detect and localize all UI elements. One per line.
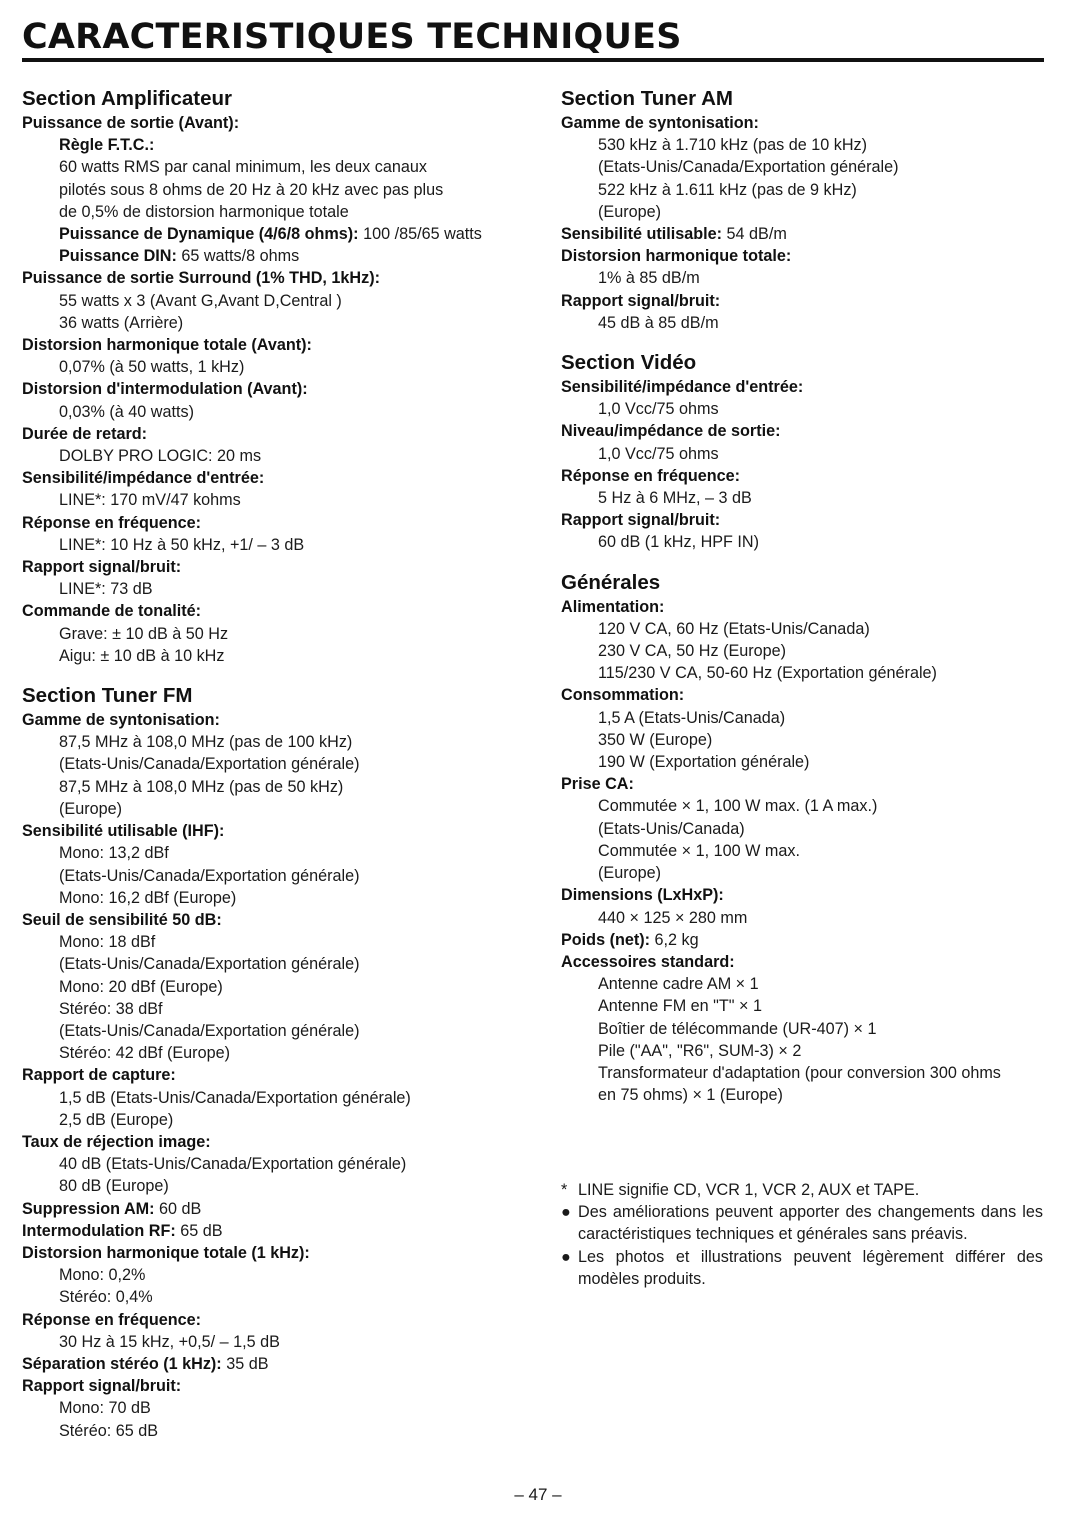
spec-value-line: (Etats-Unis/Canada/Exportation générale) (59, 1021, 360, 1040)
spec-label-line (22, 709, 537, 731)
spec-value-line: 0,07% (à 50 watts, 1 kHz) (59, 358, 245, 377)
spec-label: Réponse en fréquence: (561, 466, 741, 485)
bullet-icon: ● (561, 1247, 571, 1266)
spec-label: Rapport signal/bruit: (22, 558, 182, 577)
spec-value-line: (Etats-Unis/Canada/Exportation générale) (59, 755, 360, 774)
spec-item (22, 423, 537, 467)
spec-item (22, 1353, 537, 1375)
spec-value-line: 60 dB (1 kHz, HPF IN) (598, 533, 760, 552)
spec-value-line: Aigu: ± 10 dB à 10 kHz (59, 646, 225, 665)
spec-label: Gamme de syntonisation: (561, 114, 759, 132)
spec-item (22, 112, 537, 134)
spec-item (22, 378, 537, 422)
spec-label-line (22, 1375, 537, 1397)
spec-value-line: (Etats-Unis/Canada/Exportation générale) (598, 158, 899, 177)
spec-label-line (22, 909, 537, 931)
spec-value-line: Grave: ± 10 dB à 50 Hz (59, 624, 229, 643)
spec-value-line: Mono: 13,2 dBf (59, 844, 169, 863)
spec-label: Commande de tonalité: (22, 602, 201, 621)
spec-item (22, 334, 537, 378)
spec-value-line: 40 dB (Etats-Unis/Canada/Exportation générale) (59, 1155, 407, 1174)
spec-value-line: 87,5 MHz à 108,0 MHz (pas de 50 kHz) (59, 777, 344, 796)
spec-value-line: 60 watts RMS par canal minimum, les deux canaux (59, 158, 427, 177)
spec-item (22, 467, 537, 511)
spec-item (22, 245, 537, 267)
spec-item (561, 223, 1051, 245)
spec-item (561, 112, 1051, 223)
spec-value-line: Transformateur d'adaptation (pour conversion 300 ohms (598, 1063, 1001, 1082)
title-rule (22, 58, 1044, 62)
spec-label: Distorsion harmonique totale: (561, 247, 792, 266)
spec-value-line: Boîtier de télécommande (UR-407) × 1 (598, 1019, 877, 1038)
spec-value-line: 190 W (Exportation générale) (598, 753, 810, 772)
spec-item (561, 245, 1051, 289)
spec-label-line (561, 376, 1051, 398)
spec-label-line (561, 509, 1051, 531)
spec-label: Rapport de capture: (22, 1066, 176, 1085)
spec-label: Sensibilité/impédance d'entrée: (22, 469, 265, 488)
spec-item (561, 884, 1051, 928)
spec-value-line: 80 dB (Europe) (59, 1177, 169, 1196)
spec-item (561, 465, 1051, 509)
spec-label-line (561, 420, 1051, 442)
spec-value: 60 dB (154, 1199, 202, 1218)
spec-label-line (561, 684, 1051, 706)
spec-label: Taux de réjection image: (22, 1132, 211, 1151)
spec-label-line (561, 245, 1051, 267)
footnote-text: Des améliorations peuvent apporter des changements dans les caractéristiques techniques et générales sans préavis. (578, 1203, 1043, 1244)
spec-label-line (22, 334, 537, 356)
spec-value-line: Pile ("AA", "R6", SUM-3) × 2 (598, 1041, 802, 1060)
right-column (561, 86, 1051, 1116)
spec-label: Règle F.T.C.: (59, 136, 155, 155)
spec-value-line: 1,0 Vcc/75 ohms (598, 444, 719, 463)
section-title: Section Tuner FM (22, 684, 193, 708)
spec-value-line: 230 V CA, 50 Hz (Europe) (598, 642, 787, 661)
spec-label-line (22, 245, 537, 267)
spec-value-line: Mono: 70 dB (59, 1399, 151, 1418)
spec-label: Durée de retard: (22, 424, 148, 443)
spec-label-line (22, 378, 537, 400)
spec-label: Puissance de sortie (Avant): (22, 114, 240, 132)
spec-value-line: 45 dB à 85 dB/m (598, 313, 719, 332)
spec-label: Accessoires standard: (561, 952, 735, 971)
spec-label-line (22, 1220, 537, 1242)
spec-label: Consommation: (561, 686, 685, 705)
section-title: Générales (561, 570, 661, 594)
spec-item (22, 1220, 537, 1242)
footnotes (561, 1179, 1043, 1290)
spec-value-line: 1% à 85 dB/m (598, 269, 700, 288)
spec-item (561, 929, 1051, 951)
spec-item (561, 951, 1051, 1106)
footnote (561, 1201, 1043, 1245)
spec-label: Puissance de sortie Surround (1% THD, 1kHz): (22, 269, 380, 288)
spec-label: Sensibilité utilisable (IHF): (22, 822, 225, 841)
spec-label: Gamme de syntonisation: (22, 711, 220, 730)
spec-value-line: Commutée × 1, 100 W max. (598, 841, 800, 860)
spec-value-line: Stéréo: 42 dBf (Europe) (59, 1044, 230, 1063)
spec-value-line: Mono: 20 dBf (Europe) (59, 977, 223, 996)
spec-label: Sensibilité/impédance d'entrée: (561, 378, 804, 397)
spec-value-line: pilotés sous 8 ohms de 20 Hz à 20 kHz avec pas plus (59, 180, 444, 199)
spec-label-line (561, 773, 1051, 795)
spec-value-line: 55 watts x 3 (Avant G,Avant D,Central ) (59, 291, 342, 310)
spec-value: 35 dB (221, 1354, 269, 1373)
spec-item (22, 223, 537, 245)
spec-value-line: 1,0 Vcc/75 ohms (598, 400, 719, 419)
spec-item (561, 509, 1051, 553)
spec-value-line: Stéréo: 65 dB (59, 1421, 158, 1440)
spec-item (22, 909, 537, 1064)
spec-value-line: 522 kHz à 1.611 kHz (pas de 9 kHz) (598, 180, 857, 199)
spec-value-line: 440 × 125 × 280 mm (598, 908, 748, 927)
footnote (561, 1179, 1043, 1201)
spec-item (22, 600, 537, 667)
spec-value-line: 0,03% (à 40 watts) (59, 402, 194, 421)
spec-item (22, 556, 537, 600)
spec-section (22, 683, 537, 1442)
left-column (22, 86, 537, 1452)
spec-value: 6,2 kg (650, 930, 699, 949)
spec-label-line (22, 223, 537, 245)
spec-value-line: 30 Hz à 15 kHz, +0,5/ – 1,5 dB (59, 1332, 280, 1351)
asterisk-icon: * (561, 1181, 568, 1199)
spec-value-line: (Europe) (598, 864, 661, 883)
spec-label-line (22, 1064, 537, 1086)
page-title: CARACTERISTIQUES TECHNIQUES (22, 17, 682, 57)
spec-label-line (22, 1131, 537, 1153)
spec-value-line: 530 kHz à 1.710 kHz (pas de 10 kHz) (598, 136, 868, 155)
spec-value-line: 1,5 A (Etats-Unis/Canada) (598, 708, 786, 727)
spec-value-line: 120 V CA, 60 Hz (Etats-Unis/Canada) (598, 619, 870, 638)
spec-value-line: Stéréo: 0,4% (59, 1288, 153, 1307)
spec-value-line: DOLBY PRO LOGIC: 20 ms (59, 447, 262, 466)
spec-value: 65 dB (175, 1221, 223, 1240)
spec-item (22, 1131, 537, 1198)
spec-label-line (22, 600, 537, 622)
spec-label: Réponse en fréquence: (22, 1310, 202, 1329)
spec-label: Rapport signal/bruit: (561, 291, 721, 310)
spec-label: Distorsion harmonique totale (Avant): (22, 336, 312, 355)
spec-label-line (561, 290, 1051, 312)
spec-item (22, 1242, 537, 1309)
footnote-text: LINE signifie CD, VCR 1, VCR 2, AUX et TAPE. (578, 1181, 920, 1199)
spec-label-line (22, 1198, 537, 1220)
spec-item (22, 709, 537, 820)
spec-value: 65 watts/8 ohms (176, 247, 300, 266)
spec-label-line (22, 820, 537, 842)
spec-section (22, 86, 537, 667)
spec-label-line (22, 134, 537, 156)
section-title: Section Vidéo (561, 351, 697, 375)
spec-label: Intermodulation RF: (22, 1221, 176, 1240)
spec-item (561, 420, 1051, 464)
spec-label: Seuil de sensibilité 50 dB: (22, 910, 222, 929)
spec-label: Suppression AM: (22, 1199, 155, 1218)
footnote (561, 1246, 1043, 1290)
spec-item (561, 596, 1051, 685)
spec-label: Rapport signal/bruit: (22, 1377, 182, 1396)
section-title: Section Amplificateur (22, 87, 232, 110)
spec-value-line: de 0,5% de distorsion harmonique totale (59, 202, 349, 221)
spec-label-line (561, 929, 1051, 951)
spec-value-line: 2,5 dB (Europe) (59, 1110, 174, 1129)
spec-value-line: Commutée × 1, 100 W max. (1 A max.) (598, 797, 878, 816)
spec-label: Puissance de Dynamique (4/6/8 ohms): (59, 225, 359, 244)
page-number: – 47 – (514, 1485, 562, 1504)
spec-value-line: 1,5 dB (Etats-Unis/Canada/Exportation générale) (59, 1088, 411, 1107)
spec-label: Sensibilité utilisable: (561, 225, 723, 244)
spec-label: Alimentation: (561, 597, 665, 616)
spec-value-line: LINE*: 170 mV/47 kohms (59, 491, 241, 510)
spec-item (22, 1198, 537, 1220)
spec-section (561, 86, 1051, 334)
spec-item (561, 376, 1051, 420)
spec-label: Dimensions (LxHxP): (561, 886, 724, 905)
spec-value-line: (Etats-Unis/Canada/Exportation générale) (59, 955, 360, 974)
spec-label-line (561, 465, 1051, 487)
spec-label: Rapport signal/bruit: (561, 511, 721, 530)
spec-label: Puissance DIN: (59, 247, 177, 266)
spec-value-line: LINE*: 10 Hz à 50 kHz, +1/ – 3 dB (59, 535, 305, 554)
spec-value-line: LINE*: 73 dB (59, 580, 153, 599)
spec-label-line (22, 423, 537, 445)
spec-item (22, 134, 537, 223)
spec-value: 100 /85/65 watts (358, 225, 482, 244)
spec-value-line: Mono: 16,2 dBf (Europe) (59, 888, 237, 907)
spec-value-line: 5 Hz à 6 MHz, – 3 dB (598, 489, 752, 508)
spec-label: Niveau/impédance de sortie: (561, 422, 781, 441)
spec-label-line (561, 596, 1051, 618)
spec-value: 54 dB/m (722, 225, 787, 244)
spec-label-line (22, 1309, 537, 1331)
spec-value-line: Antenne cadre AM × 1 (598, 975, 759, 994)
spec-item (22, 267, 537, 334)
spec-label-line (22, 467, 537, 489)
spec-label-line (561, 951, 1051, 973)
spec-label-line (22, 267, 537, 289)
spec-value-line: Mono: 0,2% (59, 1266, 146, 1285)
spec-label: Distorsion d'intermodulation (Avant): (22, 380, 308, 399)
spec-section (561, 350, 1051, 554)
section-title: Section Tuner AM (561, 87, 733, 110)
spec-label-line (22, 512, 537, 534)
spec-item (561, 290, 1051, 334)
spec-value-line: Mono: 18 dBf (59, 933, 156, 952)
spec-label: Poids (net): (561, 930, 651, 949)
spec-value-line: 87,5 MHz à 108,0 MHz (pas de 100 kHz) (59, 733, 353, 752)
spec-value-line: Antenne FM en "T" × 1 (598, 997, 763, 1016)
spec-value-line: en 75 ohms) × 1 (Europe) (598, 1086, 783, 1105)
spec-value-line: 36 watts (Arrière) (59, 313, 184, 332)
spec-value-line: Stéréo: 38 dBf (59, 999, 163, 1018)
spec-item (22, 512, 537, 556)
spec-label: Prise CA: (561, 775, 634, 794)
spec-value-line: 115/230 V CA, 50-60 Hz (Exportation générale) (598, 664, 937, 683)
spec-label-line (22, 112, 537, 134)
spec-label-line (561, 112, 1051, 134)
spec-label: Distorsion harmonique totale (1 kHz): (22, 1243, 310, 1262)
spec-section (561, 570, 1051, 1107)
spec-item (22, 820, 537, 909)
spec-item (22, 1309, 537, 1353)
spec-label-line (22, 1242, 537, 1264)
spec-value-line: (Europe) (598, 202, 661, 221)
footnote-text: Les photos et illustrations peuvent légèrement différer des modèles produits. (578, 1247, 1043, 1288)
spec-label: Réponse en fréquence: (22, 513, 202, 532)
spec-item (561, 773, 1051, 884)
spec-label-line (561, 223, 1051, 245)
bullet-icon: ● (561, 1203, 571, 1222)
spec-item (22, 1375, 537, 1442)
spec-label-line (22, 556, 537, 578)
spec-item (561, 684, 1051, 773)
spec-value-line: 350 W (Europe) (598, 730, 713, 749)
spec-value-line: (Etats-Unis/Canada/Exportation générale) (59, 866, 360, 885)
spec-label-line (22, 1353, 537, 1375)
spec-label: Séparation stéréo (1 kHz): (22, 1354, 222, 1373)
spec-item (22, 1064, 537, 1131)
spec-label-line (561, 884, 1051, 906)
spec-value-line: (Europe) (59, 799, 122, 818)
spec-value-line: (Etats-Unis/Canada) (598, 819, 745, 838)
